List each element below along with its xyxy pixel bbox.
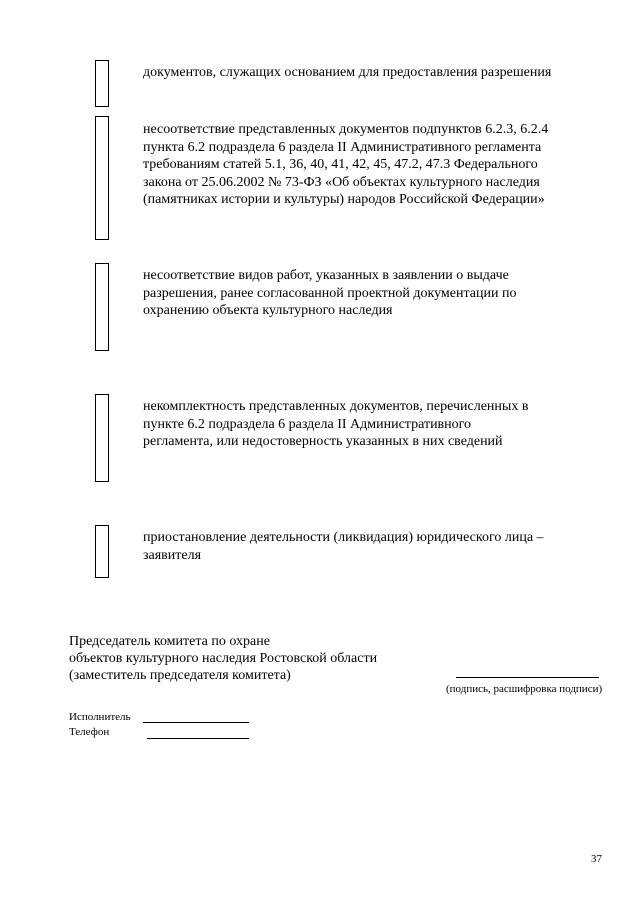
reason-checkbox-5[interactable]: [95, 525, 109, 578]
executor-field[interactable]: [143, 722, 249, 723]
reason-text-3: [143, 267, 593, 320]
signatory-line-3: (заместитель председателя комитета): [69, 668, 291, 683]
reason-line: документов, служащих основанием для предоставления разрешения: [143, 65, 552, 80]
reason-line: несоответствие видов работ, указанных в заявлении о выдаче: [143, 268, 509, 283]
reason-line: несоответствие представленных документов подпунктов 6.2.3, 6.2.4: [143, 122, 549, 137]
reason-text-2: [143, 121, 593, 209]
reason-line: некомплектность представленных документов, перечисленных в: [143, 399, 529, 414]
reason-checkbox-1[interactable]: [95, 60, 109, 107]
executor-label: Исполнитель: [69, 711, 131, 723]
reason-line: приостановление деятельности (ликвидация) юридического лица –: [143, 530, 544, 545]
reason-line: (памятниках истории и культуры) народов Российской Федерации»: [143, 192, 545, 207]
reason-line: охранению объекта культурного наследия: [143, 303, 393, 318]
signatory-title: [69, 633, 449, 684]
reason-checkbox-3[interactable]: [95, 263, 109, 351]
signatory-line-2: объектов культурного наследия Ростовской области: [69, 651, 378, 666]
reason-line: требованиям статей 5.1, 36, 40, 41, 42, 45, 47.2, 47.3 Федерального: [143, 157, 538, 172]
reason-line: закона от 25.06.2002 № 73-ФЗ «Об объектах культурного наследия: [143, 174, 540, 190]
reason-checkbox-2[interactable]: [95, 116, 109, 240]
signature-caption: (подпись, расшифровка подписи): [446, 683, 603, 695]
phone-field[interactable]: [147, 738, 249, 739]
reason-text-4: [143, 398, 593, 451]
signatory-line-1: Председатель комитета по охране: [69, 634, 270, 649]
reason-line: пункта 6.2 подраздела 6 раздела II Административного регламента: [143, 139, 542, 155]
phone-label: Телефон: [69, 726, 110, 738]
reason-line: заявителя: [143, 547, 202, 563]
reason-text-5: [143, 529, 593, 564]
page-number: 37: [591, 853, 602, 865]
reason-line: разрешения, ранее согласованной проектной документации по: [143, 285, 517, 301]
reason-line: регламента, или недостоверность указанных в них сведений: [143, 434, 503, 449]
reason-line: пункте 6.2 подраздела 6 раздела II Административного: [143, 416, 472, 432]
reason-text-1: [143, 64, 593, 82]
reason-checkbox-4[interactable]: [95, 394, 109, 482]
signature-field[interactable]: [456, 677, 599, 678]
